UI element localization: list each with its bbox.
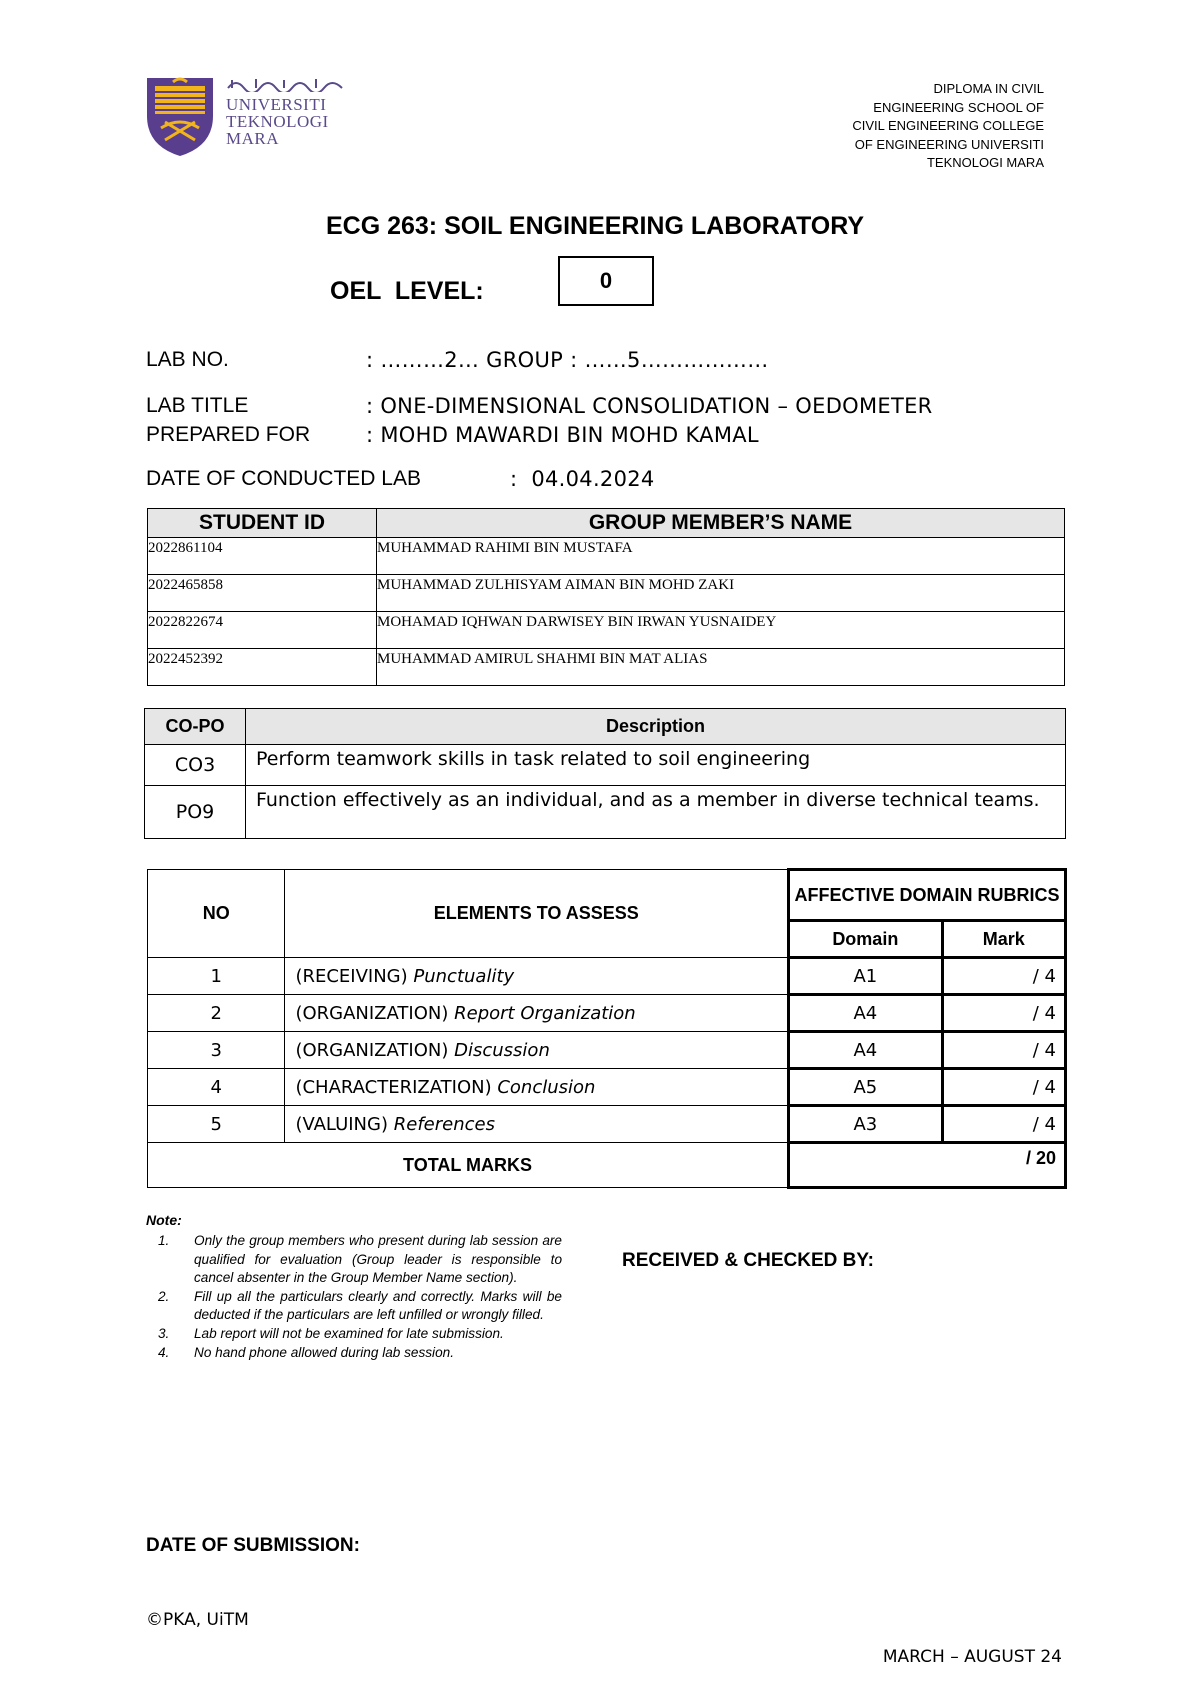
- total-marks-label: TOTAL MARKS: [148, 1143, 789, 1188]
- domain-cell: A3: [789, 1106, 943, 1143]
- date-conducted-value: : 04.04.2024: [510, 467, 655, 491]
- received-checked-label: RECEIVED & CHECKED BY:: [622, 1250, 874, 1271]
- note-text: Only the group members who present during lab session are qualified for evaluation (Group leader is responsible to cancel absenter in the Group Member Name section).: [194, 1233, 562, 1286]
- student-id-cell: 2022822674: [148, 612, 377, 649]
- mark-cell: / 4: [942, 958, 1065, 995]
- no-header: NO: [148, 870, 285, 958]
- oel-level-value: 0: [558, 256, 654, 306]
- notes-list: [146, 1232, 562, 1362]
- total-row: [148, 1143, 1066, 1188]
- date-conducted-label: DATE OF CONDUCTED LAB: [146, 467, 421, 490]
- element-cell: [285, 1032, 789, 1069]
- copo-description-cell: Function effectively as an individual, and as a member in diverse technical teams.: [246, 786, 1066, 839]
- student-id-header: STUDENT ID: [148, 509, 377, 538]
- note-number: 1.: [158, 1233, 170, 1248]
- copo-description-cell: Perform teamwork skills in task related to soil engineering: [246, 745, 1066, 786]
- note-number: 2.: [158, 1288, 170, 1304]
- student-id-cell: 2022465858: [148, 575, 377, 612]
- member-name-header: GROUP MEMBER’S NAME: [377, 509, 1065, 538]
- table-row: [148, 649, 1065, 686]
- lab-title-value: : ONE-DIMENSIONAL CONSOLIDATION – OEDOMETER: [366, 394, 933, 418]
- prepared-for-value: : MOHD MAWARDI BIN MOHD KAMAL: [366, 423, 759, 447]
- description-header: Description: [246, 709, 1066, 745]
- note-number: 3.: [158, 1325, 170, 1341]
- institution-line: TEKNOLOGI MARA: [926, 155, 1044, 170]
- domain-header: Domain: [789, 921, 943, 958]
- jawi-script-mark: [226, 76, 344, 92]
- note-text: Fill up all the particulars clearly and correctly. Marks will be deducted if the particulars are left unfilled or wrongly filled.: [194, 1288, 562, 1323]
- institution-line: CIVIL ENGINEERING COLLEGE: [852, 118, 1044, 133]
- term-text: MARCH – AUGUST 24: [882, 1647, 1062, 1667]
- table-row: [148, 1032, 1066, 1069]
- institution-line: ENGINEERING SCHOOL OF: [873, 99, 1044, 115]
- element-category: (ORGANIZATION): [295, 1039, 449, 1061]
- members-table: [147, 508, 1065, 686]
- institution-line: OF ENGINEERING UNIVERSITI: [854, 136, 1044, 152]
- copo-code-cell: PO9: [145, 786, 246, 839]
- lab-no-label: LAB NO.: [146, 348, 229, 371]
- member-name-cell: MUHAMMAD ZULHISYAM AIMAN BIN MOHD ZAKI: [377, 575, 1065, 612]
- mark-cell: / 4: [942, 1069, 1065, 1106]
- note-text: Lab report will not be examined for late submission.: [194, 1325, 504, 1341]
- element-cell: [285, 1069, 789, 1106]
- list-item: [146, 1325, 562, 1344]
- note-number: 4.: [158, 1344, 170, 1360]
- table-row: [145, 786, 1066, 839]
- element-name: Conclusion: [497, 1076, 596, 1098]
- list-item: [146, 1288, 562, 1325]
- list-item: [146, 1232, 562, 1288]
- rubric-table: [147, 868, 1067, 1189]
- wordmark-line-2: TEKNOLOGI: [226, 112, 329, 131]
- lab-no-value: : ………2… GROUP : ……5………………: [366, 348, 769, 372]
- wordmark-line-3: MARA: [226, 129, 280, 148]
- element-name: Report Organization: [454, 1002, 636, 1024]
- table-row: [148, 995, 1066, 1032]
- element-name: References: [393, 1113, 495, 1135]
- note-text: No hand phone allowed during lab session.: [194, 1344, 454, 1360]
- row-number: 5: [148, 1106, 285, 1143]
- member-name-cell: MUHAMMAD RAHIMI BIN MUSTAFA: [377, 538, 1065, 575]
- table-row: [148, 538, 1065, 575]
- row-number: 1: [148, 958, 285, 995]
- oel-level-label: OEL LEVEL:: [330, 277, 484, 305]
- member-name-cell: MOHAMAD IQHWAN DARWISEY BIN IRWAN YUSNAIDEY: [377, 612, 1065, 649]
- lab-title-label: LAB TITLE: [146, 394, 249, 417]
- mark-header: Mark: [942, 921, 1065, 958]
- row-number: 4: [148, 1069, 285, 1106]
- note-heading: Note:: [146, 1212, 182, 1228]
- domain-cell: A4: [789, 1032, 943, 1069]
- element-name: Punctuality: [413, 965, 515, 987]
- elements-header: ELEMENTS TO ASSESS: [285, 870, 789, 958]
- element-cell: [285, 1106, 789, 1143]
- element-name: Discussion: [454, 1039, 550, 1061]
- table-row: [148, 612, 1065, 649]
- affective-domain-header: AFFECTIVE DOMAIN RUBRICS: [789, 870, 1066, 921]
- domain-cell: A4: [789, 995, 943, 1032]
- element-category: (RECEIVING): [295, 965, 408, 987]
- mark-cell: / 4: [942, 1032, 1065, 1069]
- copo-table: [144, 708, 1066, 839]
- table-row: [145, 745, 1066, 786]
- domain-cell: A5: [789, 1069, 943, 1106]
- mark-cell: / 4: [942, 995, 1065, 1032]
- element-category: (VALUING): [295, 1113, 388, 1135]
- member-name-cell: MUHAMMAD AMIRUL SHAHMI BIN MAT ALIAS: [377, 649, 1065, 686]
- element-cell: [285, 995, 789, 1032]
- table-row: [148, 958, 1066, 995]
- wordmark-line-1: UNIVERSITI: [226, 95, 327, 114]
- total-marks-value: / 20: [789, 1143, 1066, 1188]
- row-number: 2: [148, 995, 285, 1032]
- copyright-text: ©PKA, UiTM: [146, 1610, 249, 1630]
- institution-block: [764, 80, 1044, 173]
- element-cell: [285, 958, 789, 995]
- page-title: ECG 263: SOIL ENGINEERING LABORATORY: [325, 212, 865, 240]
- table-row: [148, 1069, 1066, 1106]
- list-item: [146, 1344, 562, 1363]
- university-wordmark: [226, 96, 329, 147]
- element-category: (ORGANIZATION): [295, 1002, 449, 1024]
- date-of-submission-label: DATE OF SUBMISSION:: [146, 1535, 360, 1556]
- table-row: [148, 1106, 1066, 1143]
- domain-cell: A1: [789, 958, 943, 995]
- student-id-cell: 2022861104: [148, 538, 377, 575]
- copo-code-cell: CO3: [145, 745, 246, 786]
- copo-header: CO-PO: [145, 709, 246, 745]
- mark-cell: / 4: [942, 1106, 1065, 1143]
- row-number: 3: [148, 1032, 285, 1069]
- table-row: [148, 575, 1065, 612]
- student-id-cell: 2022452392: [148, 649, 377, 686]
- prepared-for-label: PREPARED FOR: [146, 423, 311, 446]
- institution-line: DIPLOMA IN CIVIL: [933, 81, 1044, 96]
- element-category: (CHARACTERIZATION): [295, 1076, 492, 1098]
